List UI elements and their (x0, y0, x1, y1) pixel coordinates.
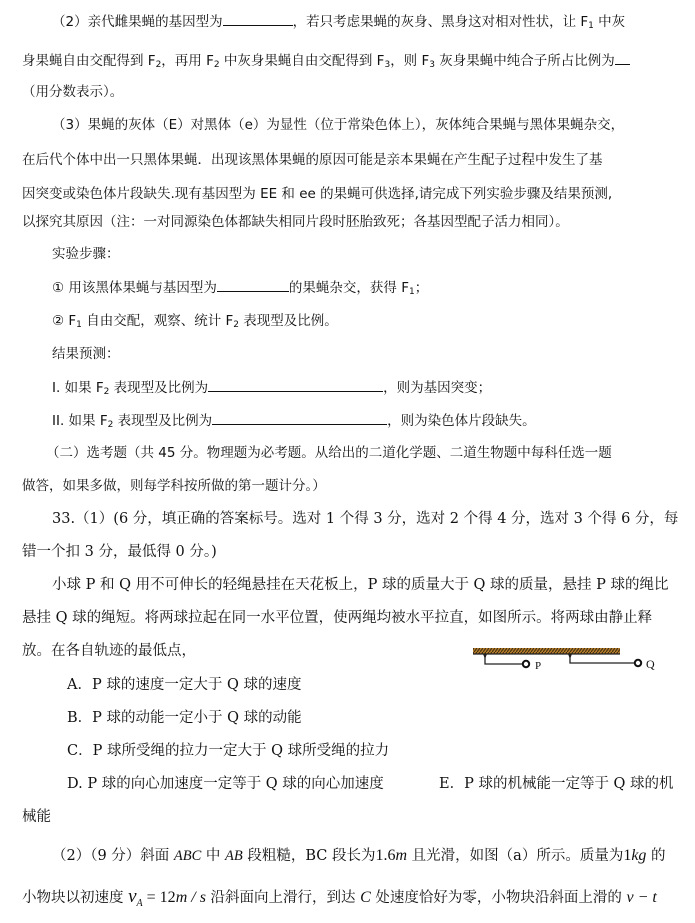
q3-line-4: 以探究其原因（注：一对同源染色体都缺失相同片段时胚胎致死；各基因型配子活力相同）。 (22, 214, 569, 230)
ceiling-diagram (465, 640, 680, 680)
option-d[interactable]: D. P 球的向心加速度一定等于 Q 球的向心加速度 (67, 776, 384, 792)
option-c[interactable]: C．P 球所受绳的拉力一定大于 Q 球所受绳的拉力 (67, 743, 390, 759)
ball-p (523, 661, 529, 667)
q33-2-line-2: 小物块以初速度 $v_A = 12m / s$ 沿斜面向上滑行，到达 C 处速度恰好为零，小物块沿斜面上滑的 v − t (22, 886, 657, 909)
pendulum-figure (465, 640, 680, 680)
ball-q (635, 660, 641, 666)
step-2: ② $F_1$ 自由交配，观察、统计 $F_2$ 表现型及比例。 (52, 313, 338, 330)
answer-blank[interactable] (208, 377, 383, 392)
q2-line-1: （2）亲代雌果蝇的基因型为 ，若只考虑果蝇的灰身、黑身这对相对性状，让 $F_1$ 中灰 (52, 11, 625, 36)
result-title: 结果预测： (52, 346, 120, 362)
answer-blank[interactable] (217, 277, 289, 292)
section-2-line-1: （二）选考题（共 45 分。物理题为必考题。从给出的二道化学题、二道生物题中每科任选一题 (46, 445, 612, 461)
q2-line-3: （用分数表示）。 (22, 84, 124, 100)
option-e-continued: 械能 (22, 809, 51, 825)
q2-line-2: 身果蝇自由交配得到 $F_2$，再用 $F_2$ 中灰身果蝇自由交配得到 $F_3$，则 $F_3$ 灰身果蝇中纯合子所占比例为 (22, 50, 630, 75)
q33-stem-3: 放。在各自轨迹的最低点， (22, 643, 196, 659)
option-e[interactable]: E．P 球的机械能一定等于 Q 球的机 (439, 776, 674, 792)
q3-line-1: （3）果蝇的灰体（E）对黑体（e）为显性（位于常染色体上），灰体纯合果蝇与黑体果蝇杂交， (52, 117, 625, 133)
steps-title: 实验步骤： (52, 246, 120, 262)
option-a[interactable]: A．P 球的速度一定大于 Q 球的速度 (67, 677, 302, 693)
result-1: I. 如果 $F_2$ 表现型及比例为 ，则为基因突变； (52, 377, 491, 402)
q3-line-3: 因突变或染色体片段缺失.现有基因型为 EE 和 ee 的果蝇可供选择,请完成下列实验步骤及结果预测, (22, 186, 613, 202)
option-b[interactable]: B．P 球的动能一定小于 Q 球的动能 (67, 710, 302, 726)
q33-2-line-1: （2）（9 分）斜面 ABC 中 AB 段粗糙，BC 段长为1.6m 且光滑，如图（a）所示。质量为1kg 的 (52, 847, 666, 864)
q33-stem-2: 悬挂 Q 球的绳短。将两球拉起在同一水平位置，使两绳均被水平拉直，如图所示。将两球由静止释 (22, 610, 653, 626)
q33-stem-1: 小球 P 和 Q 用不可伸长的轻绳悬挂在天花板上，P 球的质量大于 Q 球的质量，悬挂 P 球的绳比 (52, 577, 669, 593)
ceiling (473, 648, 620, 654)
rope-p (485, 654, 522, 664)
rope-q (570, 654, 634, 663)
answer-blank[interactable] (212, 410, 387, 425)
step-1: ① 用该黑体果蝇与基因型为 的果蝇杂交，获得 $F_1$； (52, 277, 428, 302)
q33-line-2: 错一个扣 3 分，最低得 0 分。) (22, 544, 217, 560)
answer-blank[interactable] (223, 11, 293, 26)
q3-line-2: 在后代个体中出一只黑体果蝇．出现该黑体果蝇的原因可能是亲本果蝇在产生配子过程中发生了基 (22, 152, 603, 168)
label-q: Q (646, 657, 655, 671)
answer-blank[interactable] (615, 50, 630, 65)
q33-line-1: 33.（1）(6 分，填正确的答案标号。选对 1 个得 3 分，选对 2 个得 4 分，选对 3 个得 6 分，每 (52, 511, 679, 527)
section-2-line-2: 做答，如果多做，则每学科按所做的第一题计分。） (22, 478, 326, 494)
result-2: II. 如果 $F_2$ 表现型及比例为 ，则为染色体片段缺失。 (52, 410, 536, 435)
label-p: P (535, 660, 542, 672)
